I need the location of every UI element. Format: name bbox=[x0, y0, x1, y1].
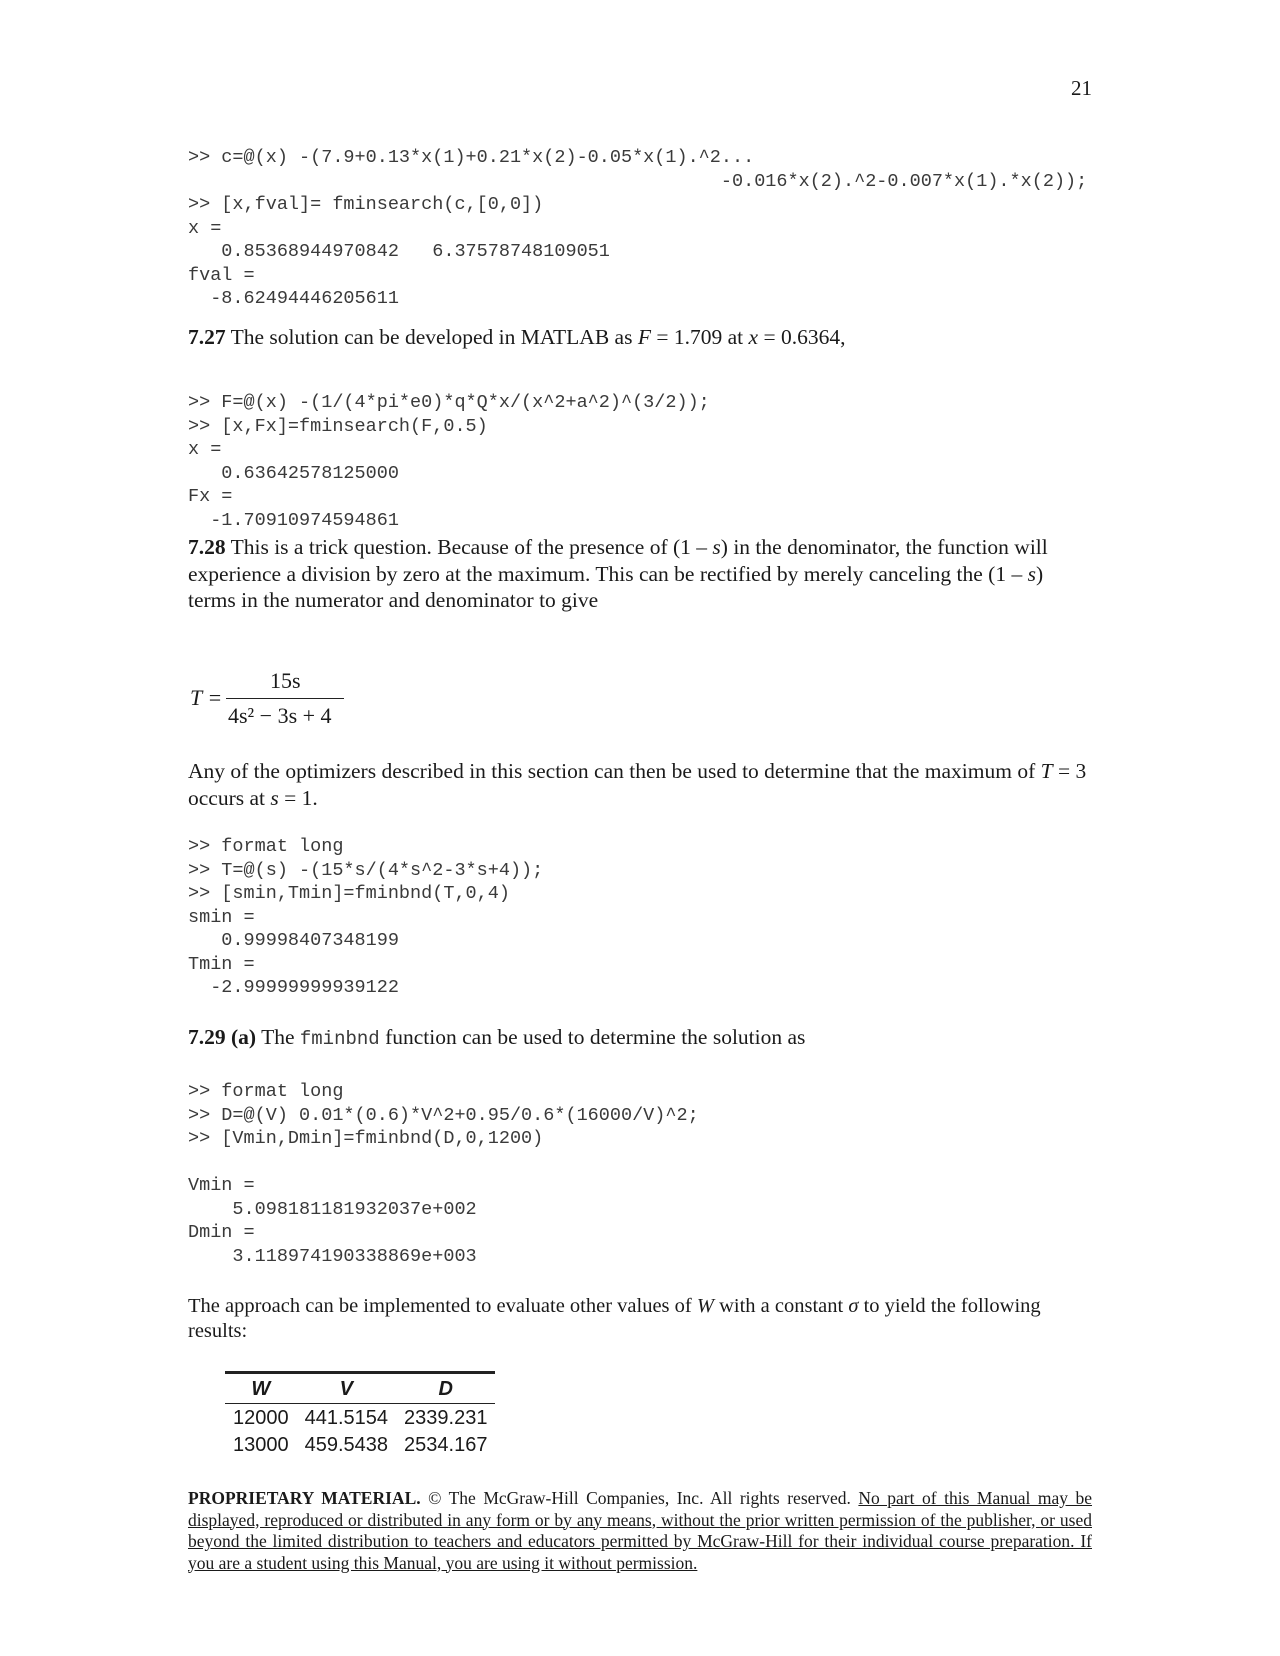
footer-normal: © The McGraw-Hill Companies, Inc. All rights reserved. bbox=[420, 1488, 859, 1508]
table-cell: 441.5154 bbox=[304, 1407, 389, 1429]
paragraph-7-28: 7.28 This is a trick question. Because of the presence of (1 – s) in the denominator, the function will experience a division by zero at the maximum. This can be rectified by merely canceling the (1 – s) terms in the numerator and denominator to give bbox=[188, 535, 1048, 612]
table-row bbox=[225, 1431, 495, 1458]
code-block-fminsearch-c: >> c=@(x) -(7.9+0.13*x(1)+0.21*x(2)-0.05*x(1).^2... -0.016*x(2).^2-0.007*x(1).*x(2)); >> [x,fval]= fminsearch(c,[0,0]) x = 0.85368944970842 6.37578748109051 fval = -8.62494446205611 bbox=[188, 147, 1088, 309]
footer-underlined: No part of this Manual may be displayed, reproduced or distributed in any form or by any means, without the prior written permission of the publisher, or used beyond the limited distribution to teachers and educators permitted by McGraw-Hill for their individual course preparation. If you are a student using this Manual, you are using it without permission. bbox=[188, 1488, 1093, 1573]
equation-lhs: T = bbox=[190, 685, 223, 710]
paragraph-approach: The approach can be implemented to evaluate other values of W with a constant σ to yield the following results: bbox=[188, 1295, 1041, 1342]
problem-number: 7.29 bbox=[188, 1025, 226, 1049]
paragraph-7-29: 7.29 (a) The fminbnd function can be used to determine the solution as bbox=[188, 1025, 806, 1050]
column-header-W: W bbox=[225, 1373, 297, 1404]
paragraph-optimizers: Any of the optimizers described in this section can then be used to determine that the maximum of T = 3 occurs at s = 1. bbox=[188, 759, 1087, 810]
fraction-bar bbox=[226, 698, 344, 699]
results-table bbox=[225, 1371, 495, 1458]
function-name: fminbnd bbox=[299, 1028, 380, 1050]
equation-denominator: 4s² − 3s + 4 bbox=[228, 703, 332, 728]
code-block-fminbnd-D: >> format long >> D=@(V) 0.01*(0.6)*V^2+0.95/0.6*(16000/V)^2; >> [Vmin,Dmin]=fminbnd(D,0,1200) Vmin = 5.098181181932037e+002 Dmin = 3.118974190338869e+003 bbox=[188, 1081, 699, 1267]
paragraph-7-27: 7.27 The solution can be developed in MATLAB as F = 1.709 at x = 0.6364, bbox=[188, 325, 846, 349]
problem-number: 7.28 bbox=[188, 535, 226, 559]
table-cell: 12000 bbox=[233, 1407, 289, 1429]
table-cell: 459.5438 bbox=[304, 1434, 389, 1456]
page-number: 21 bbox=[1071, 76, 1092, 100]
table-cell: 2534.167 bbox=[404, 1434, 488, 1456]
code-block-fminbnd-T: >> format long >> T=@(s) -(15*s/(4*s^2-3*s+4)); >> [smin,Tmin]=fminbnd(T,0,4) smin = 0.99998407348199 Tmin = -2.99999999939122 bbox=[188, 836, 544, 998]
column-header-D: D bbox=[396, 1373, 495, 1404]
table-header-row bbox=[225, 1373, 495, 1404]
equation-numerator: 15s bbox=[270, 668, 301, 693]
problem-number: 7.27 bbox=[188, 325, 226, 349]
code-block-fminsearch-F: >> F=@(x) -(1/(4*pi*e0)*q*Q*x/(x^2+a^2)^(3/2)); >> [x,Fx]=fminsearch(F,0.5) x = 0.63642578125000 Fx = -1.70910974594861 bbox=[188, 392, 710, 531]
table-cell: 2339.231 bbox=[404, 1407, 488, 1429]
table-cell: 13000 bbox=[233, 1434, 289, 1456]
column-header-V: V bbox=[297, 1373, 396, 1404]
copyright-footer bbox=[188, 1488, 1092, 1574]
footer-bold: PROPRIETARY MATERIAL. bbox=[188, 1488, 421, 1508]
table-row bbox=[225, 1404, 495, 1432]
